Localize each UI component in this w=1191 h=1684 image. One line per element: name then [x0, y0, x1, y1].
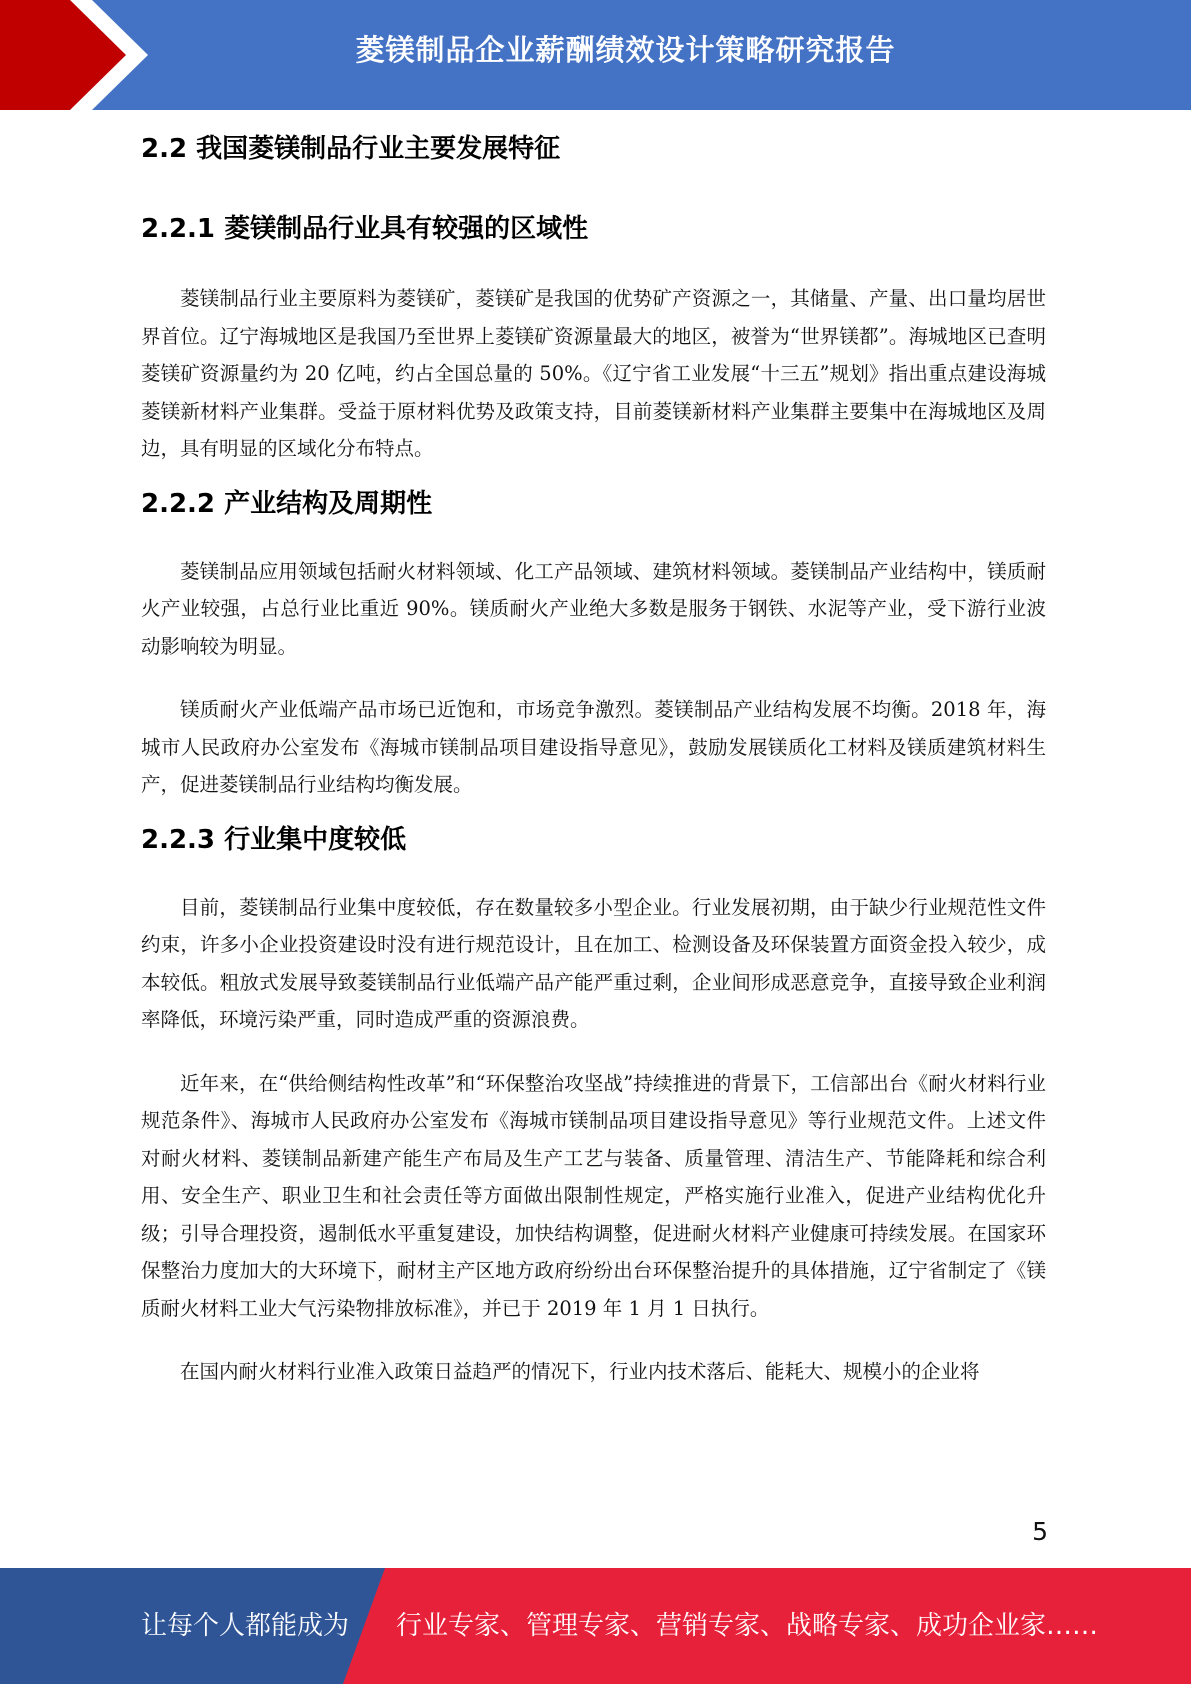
footer-slogan-right: 行业专家、管理专家、营销专家、战略专家、成功企业家…… [396, 1611, 1099, 1641]
section-heading-2-2-3: 2.2.3 行业集中度较低 [141, 824, 407, 855]
page-footer [0, 1568, 1191, 1684]
header-arrow-decoration [0, 0, 160, 110]
paragraph: 目前，菱镁制品行业集中度较低，存在数量较多小型企业。行业发展初期，由于缺少行业规范性文件约束，许多小企业投资建设时没有进行规范设计，且在加工、检测设备及环保装置方面资金投入较少，成本较低。粗放式发展导致菱镁制品行业低端产品产能严重过剩，企业间形成恶意竞争，直接导致企业利润率降低，环境污染严重，同时造成严重的资源浪费。 [141, 895, 1046, 1031]
section-heading-2-2-2: 2.2.2 产业结构及周期性 [141, 488, 433, 519]
paragraph: 近年来，在“供给侧结构性改革”和“环保整治攻坚战”持续推进的背景下，工信部出台《耐火材料行业规范条件》、海城市人民政府办公室发布《海城市镁制品项目建设指导意见》等行业规范文件。上述文件对耐火材料、菱镁制品新建产能生产布局及生产工艺与装备、质量管理、清洁生产、节能降耗和综合利用、安全生产、职业卫生和社会责任等方面做出限制性规定，严格实施行业准入，促进产业结构优化升级；引导合理投资，遏制低水平重复建设，加快结构调整，促进耐火材料产业健康可持续发展。在国家环保整治力度加大的大环境下，耐材主产区地方政府纷纷出台环保整治提升的具体措施，辽宁省制定了《镁质耐火材料工业大气污染物排放标准》，并已于 2019 年 1 月 1 日执行。 [141, 1071, 1046, 1320]
section-heading-2-2-1: 2.2.1 菱镁制品行业具有较强的区域性 [141, 214, 589, 244]
paragraph: 菱镁制品行业主要原料为菱镁矿，菱镁矿是我国的优势矿产资源之一，其储量、产量、出口量均居世界首位。辽宁海城地区是我国乃至世界上菱镁矿资源量最大的地区，被誉为“世界镁都”。海城地区已查明菱镁矿资源量约为 20 亿吨，约占全国总量的 50%。《辽宁省工业发展“十三五”规划》指出重点建设海城菱镁新材料产业集群。受益于原材料优势及政策支持，目前菱镁新材料产业集群主要集中在海城地区及周边，具有明显的区域化分布特点。 [141, 287, 1046, 460]
page-header [0, 0, 1191, 110]
paragraph: 在国内耐火材料行业准入政策日益趋严的情况下，行业内技术落后、能耗大、规模小的企业将 [180, 1360, 980, 1383]
report-title: 菱镁制品企业薪酬绩效设计策略研究报告 [355, 33, 896, 67]
paragraph: 菱镁制品应用领域包括耐火材料领域、化工产品领域、建筑材料领域。菱镁制品产业结构中，镁质耐火产业较强，占总行业比重近 90%。镁质耐火产业绝大多数是服务于钢铁、水泥等产业，受下游行业波动影响较为明显。 [141, 559, 1046, 658]
section-heading-2-2: 2.2 我国菱镁制品行业主要发展特征 [141, 134, 561, 164]
page-number: 5 [1032, 1517, 1048, 1546]
footer-slogan-left: 让每个人都能成为 [141, 1611, 350, 1641]
paragraph: 镁质耐火产业低端产品市场已近饱和，市场竞争激烈。菱镁制品产业结构发展不均衡。2018 年，海城市人民政府办公室发布《海城市镁制品项目建设指导意见》，鼓励发展镁质化工材料及镁质建筑材料生产，促进菱镁制品行业结构均衡发展。 [141, 698, 1046, 796]
document-body [141, 124, 1046, 1391]
